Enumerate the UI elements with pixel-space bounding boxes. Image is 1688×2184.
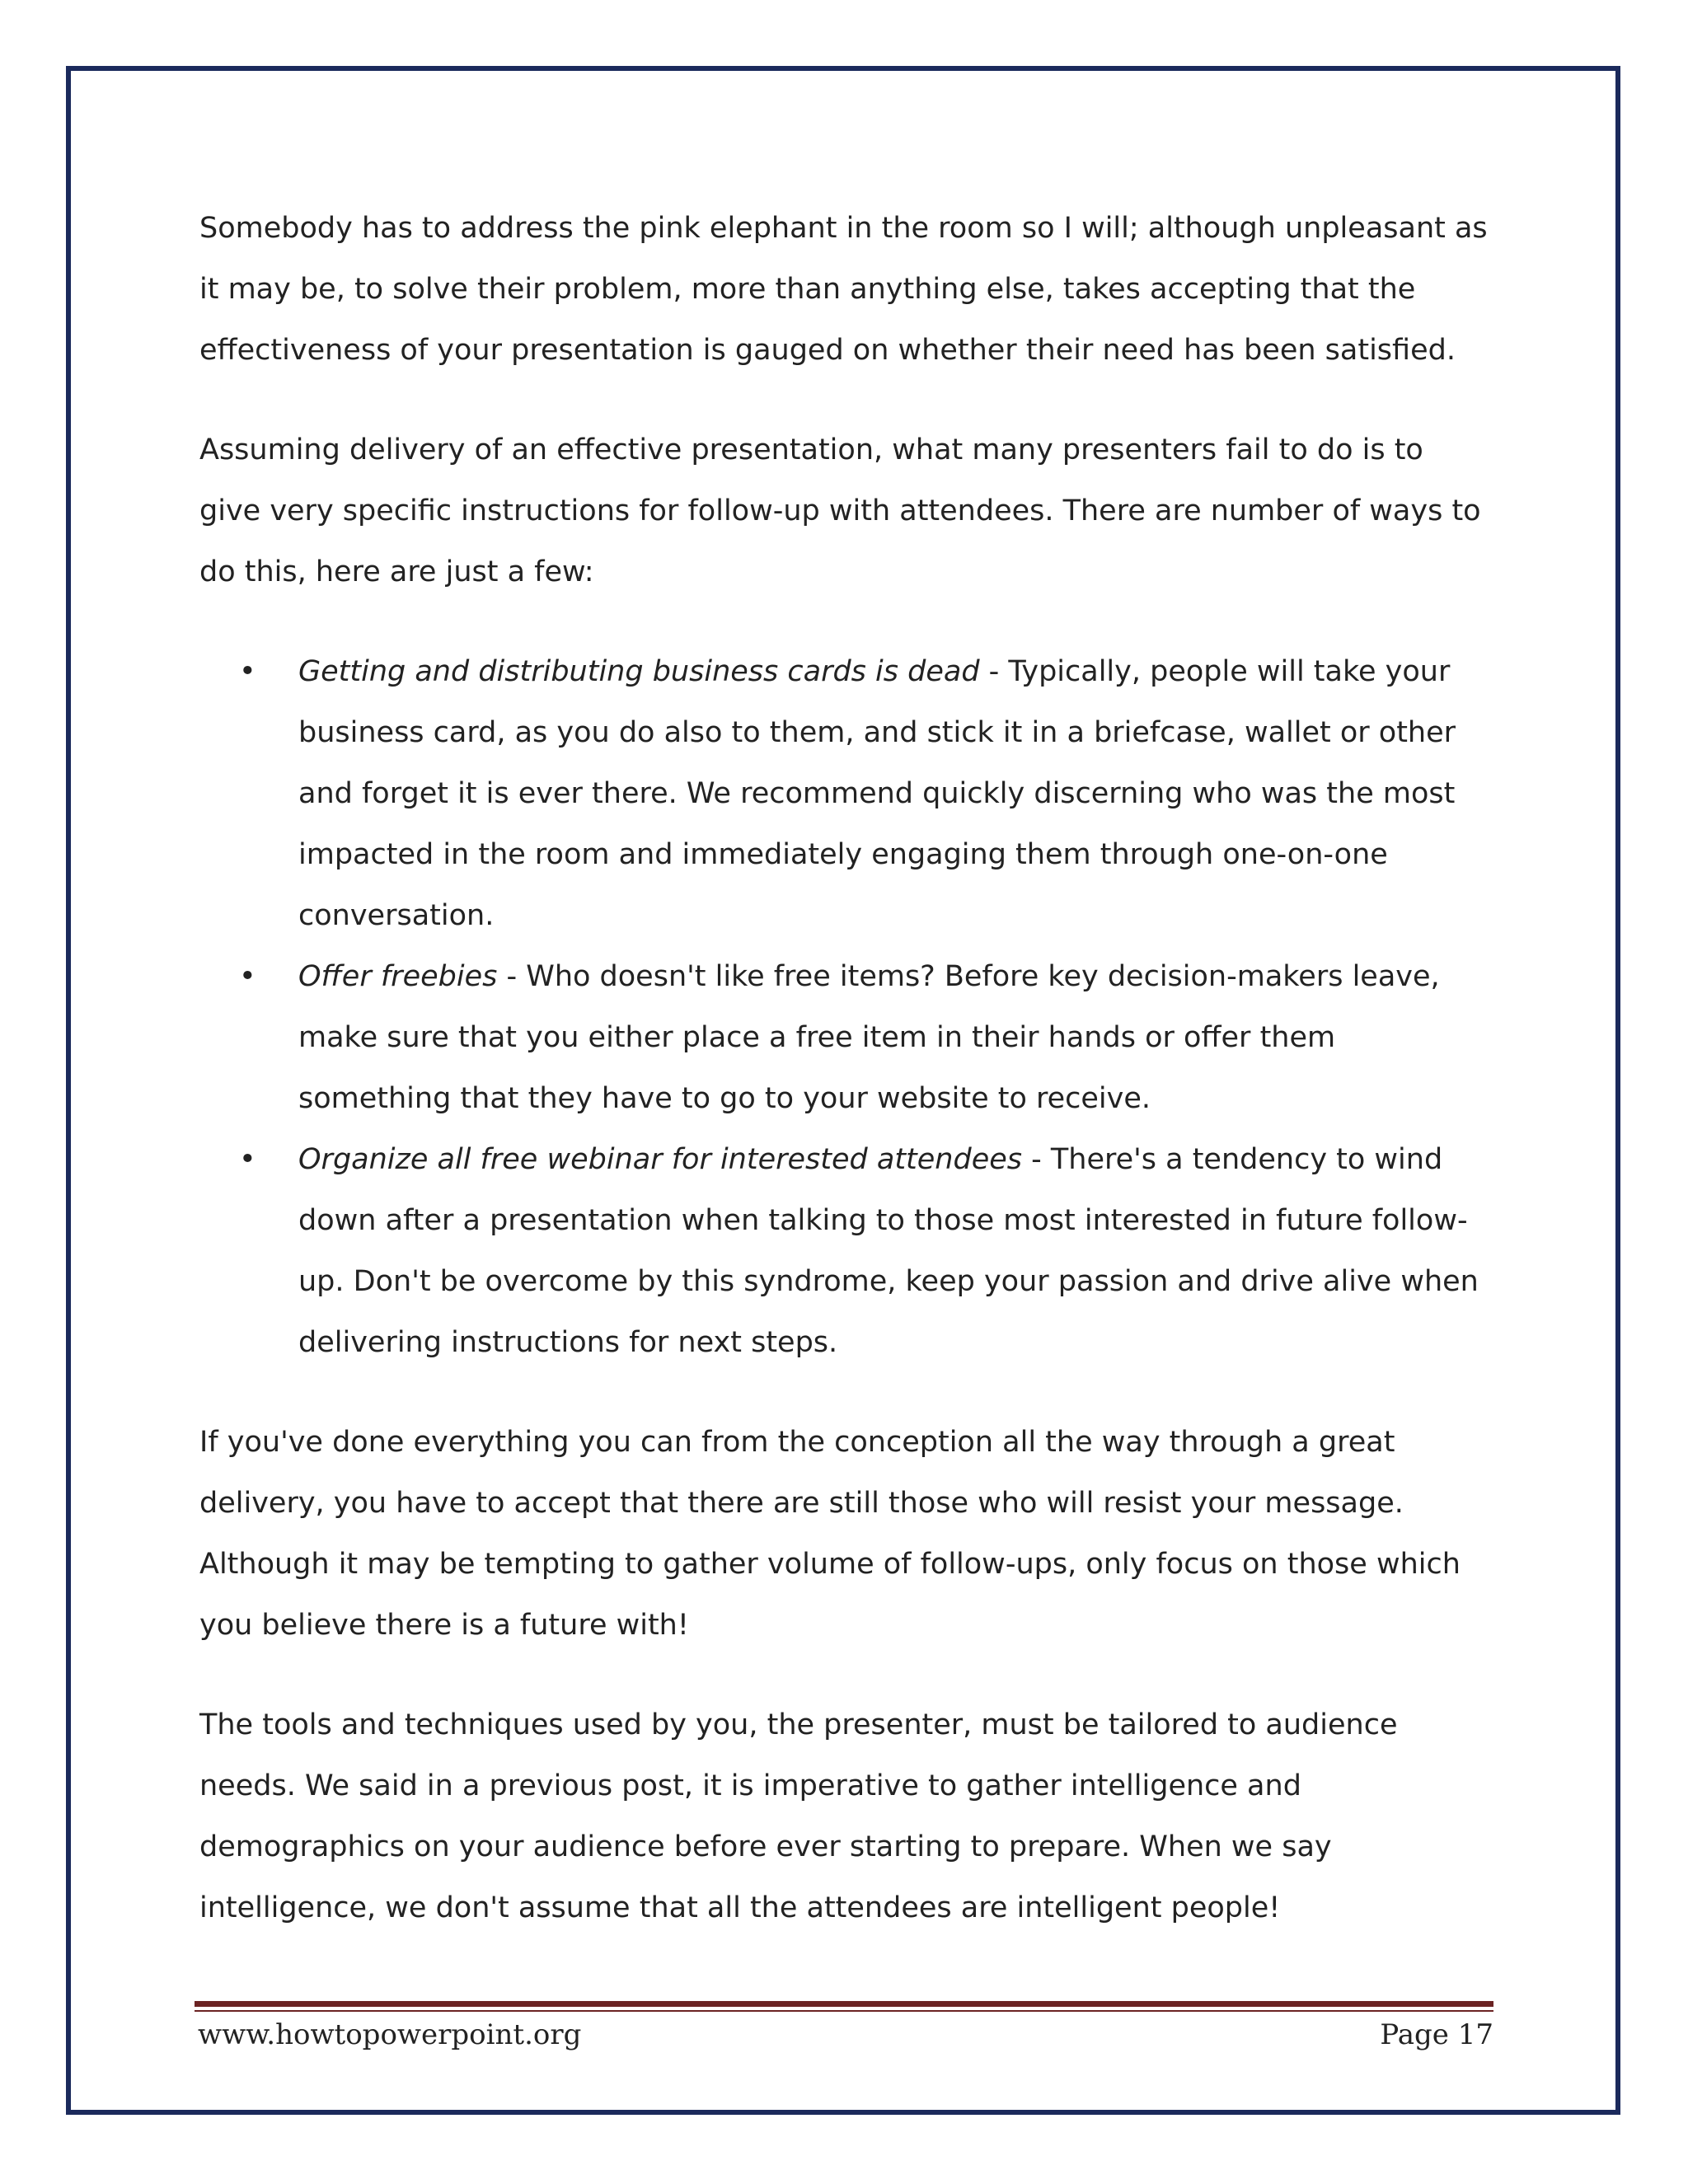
list-item-title: Getting and distributing business cards is dead [298,655,980,688]
footer-divider [195,2001,1493,2007]
document-body [199,198,1493,1977]
bullet-list [199,641,1493,1373]
bullet-icon: • [239,960,256,993]
bullet-icon: • [239,1143,256,1176]
list-item-text: - There's a tendency to wind down after a presentation when talking to those most interested in future follow-up. Don't be overcome by this syndrome, keep your passion and drive alive when delivering instructions for next steps. [298,1143,1479,1359]
list-item [239,946,1493,1129]
footer-divider-thin [195,2010,1493,2012]
list-item-title: Organize all free webinar for interested attendees [298,1143,1023,1176]
paragraph: Somebody has to address the pink elephant in the room so I will; although unpleasant as it may be, to solve their problem, more than anything else, takes accepting that the effectiveness of your presentation is gauged on whether their need has been satisfied. [199,212,1488,367]
footer-website: www.howtopowerpoint.org [198,2018,582,2051]
paragraph: If you've done everything you can from the conception all the way through a great delivery, you have to accept that there are still those who will resist your message. Although it may be tempting to gather volume of follow-ups, only focus on those which you believe there is a future with! [199,1426,1461,1642]
list-item [239,1129,1493,1373]
paragraph: The tools and techniques used by you, the presenter, must be tailored to audience needs. We said in a previous post, it is imperative to gather intelligence and demographics on your audience before ever starting to prepare. When we say intelligence, we don't assume that all the attendees are intelligent people! [199,1708,1398,1924]
list-item [239,641,1493,946]
bullet-icon: • [239,655,256,688]
list-item-text: - Typically, people will take your business card, as you do also to them, and stick it in a briefcase, wallet or other and forget it is ever there. We recommend quickly discerning who was the most impacted in the room and immediately engaging them through one-on-one conversation. [298,655,1456,932]
list-item-title: Offer freebies [298,960,498,993]
page-number: Page 17 [1380,2018,1493,2051]
list-item-text: - Who doesn't like free items? Before key decision-makers leave, make sure that you either place a free item in their hands or offer them something that they have to go to your website to receive. [298,960,1440,1115]
paragraph: Assuming delivery of an effective presentation, what many presenters fail to do is to give very specific instructions for follow-up with attendees. There are number of ways to do this, here are just a few: [199,434,1481,588]
